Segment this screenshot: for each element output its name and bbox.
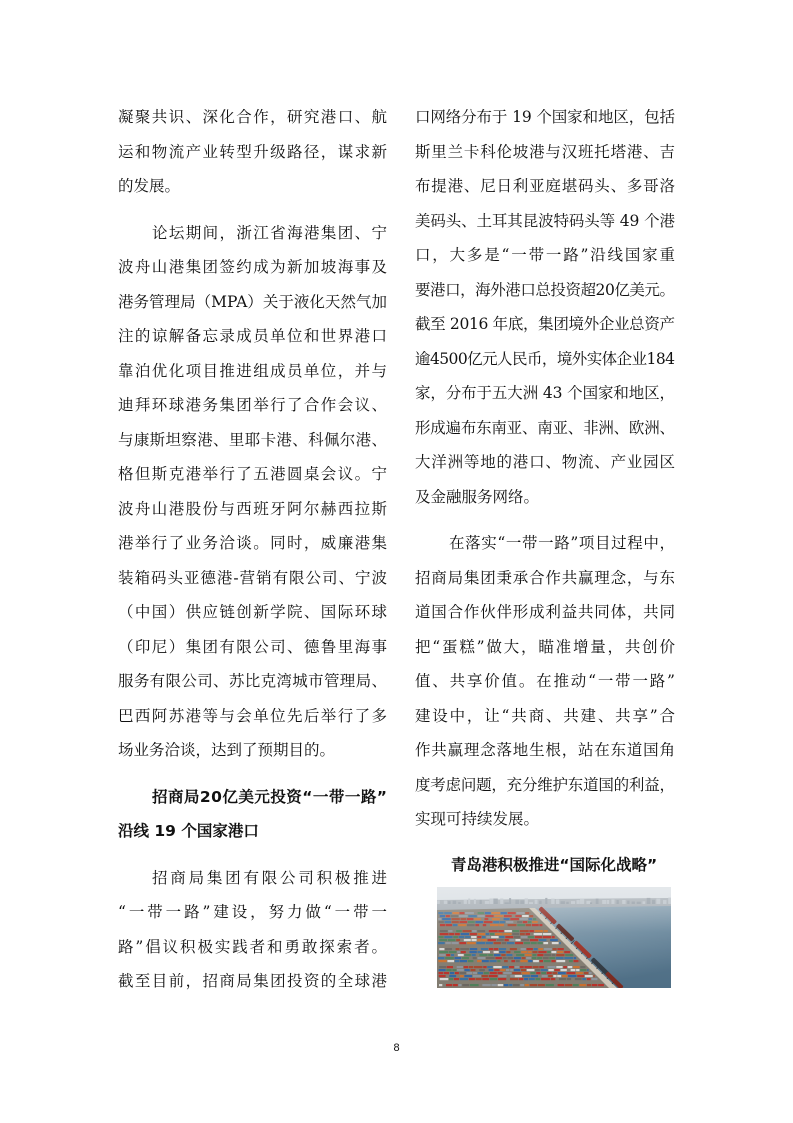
text-line-content: 在落实“一带一路”项目过程中， [449, 534, 676, 552]
text-line [118, 930, 387, 965]
text-line-content: 道国合作伙伴形成利益共同体，共同 [415, 603, 676, 621]
text-line [118, 423, 387, 458]
text-line-content: 及金融服务网络。 [415, 487, 540, 506]
text-line-content: 形成遍布东南亚、南亚、非洲、欧洲、 [415, 418, 675, 437]
text-line-content: 逾4500亿元人民币，境外实体企业184 [415, 349, 675, 368]
text-line [118, 526, 387, 561]
text-line-content: 港务管理局（MPA）关于液化天然气加 [118, 292, 388, 311]
text-line [118, 561, 387, 596]
text-line [118, 780, 387, 815]
text-line-content: （印尼）集团有限公司、德鲁里海事 [118, 637, 389, 656]
text-line [415, 526, 675, 561]
text-line [415, 307, 675, 342]
text-line [415, 169, 675, 204]
text-line-content: 招商局集团有限公司积极推进 [152, 868, 390, 887]
text-line-content: 场业务洽谈，达到了预期目的。 [118, 741, 336, 759]
text-line-content: 大洋洲等地的港口、物流、产业园区 [415, 453, 676, 471]
paragraph-cmport-network [415, 100, 675, 514]
text-line [118, 250, 387, 285]
text-line [415, 630, 675, 665]
text-line [415, 100, 675, 135]
text-line-content: 巴西阿苏港等与会单位先后举行了多 [118, 706, 389, 725]
text-line-content: 波舟山港股份与西班牙阿尔赫西拉斯 [118, 499, 389, 518]
text-line-content: 港举行了业务洽谈。同时，威廉港集 [118, 534, 389, 552]
text-line-content: 与康斯坦察港、里耶卡港、科佩尔港、 [118, 430, 388, 449]
text-line [118, 216, 387, 251]
text-line-content: 服务有限公司、苏比克湾城市管理局、 [118, 672, 388, 690]
text-line [118, 285, 387, 320]
section-heading-cmport [118, 780, 387, 849]
text-line-content: “一带一路”建设，努力做“一带一 [118, 903, 390, 921]
text-line-content: 要港口，海外港口总投资超20亿美元。 [415, 280, 675, 299]
text-line [118, 699, 387, 734]
text-line-content: 值、共享价值。在推动“一带一路” [415, 672, 677, 690]
paragraph-forum [118, 216, 387, 768]
text-line [118, 630, 387, 665]
text-line-content: 实现可持续发展。 [415, 810, 540, 828]
text-line-content: 路”倡议积极实践者和勇敢探索者。 [118, 937, 389, 956]
text-line-content: 招商局20亿美元投资“一带一路” [152, 787, 388, 806]
text-line-content: 凝聚共识、深化合作，研究港口、航 [118, 108, 389, 126]
text-line-content: 作共赢理念落地生根，站在东道国角 [415, 741, 676, 759]
text-line [118, 733, 387, 768]
text-line-content: 口网络分布于 19 个国家和地区，包括 [415, 108, 675, 126]
text-line-content: 把“蛋糕”做大，瞄准增量，共创价 [415, 637, 677, 656]
right-column [415, 100, 675, 837]
text-line [415, 480, 675, 515]
text-line-content: 家，分布于五大洲 43 个国家和地区， [415, 384, 675, 402]
text-line [118, 895, 390, 930]
text-line [415, 664, 675, 699]
text-line [118, 595, 387, 630]
text-line [415, 135, 675, 170]
text-line [118, 492, 387, 527]
paragraph-continued [118, 100, 387, 204]
text-line [118, 319, 387, 354]
text-line [415, 411, 675, 446]
text-line [415, 699, 675, 734]
text-line [118, 861, 390, 896]
text-line [415, 595, 675, 630]
text-line-content: 斯里兰卡科伦坡港与汉班托塔港、吉 [415, 142, 676, 161]
section-heading-qingdao: 青岛港积极推进“国际化战略” [450, 856, 658, 874]
text-line-content: 装箱码头亚德港-营销有限公司、宁波 [118, 568, 388, 587]
text-line-content: 迪拜环球港务集团举行了合作会议、 [118, 396, 389, 414]
text-line-content: （中国）供应链创新学院、国际环球 [118, 603, 389, 621]
text-line [415, 273, 675, 308]
paragraph-cmport-cooperation [415, 526, 675, 837]
text-line-content: 口，大多是“一带一路”沿线国家重 [415, 246, 677, 264]
text-line [415, 342, 675, 377]
text-line-content: 格但斯克港举行了五港圆桌会议。宁 [118, 465, 389, 483]
text-line [415, 376, 675, 411]
text-line-content: 的发展。 [118, 177, 181, 195]
haze [437, 887, 671, 988]
left-column [118, 100, 390, 999]
text-line [415, 238, 675, 273]
text-line [118, 388, 387, 423]
text-line [118, 457, 387, 492]
paragraph-cmport-intro [118, 861, 390, 999]
text-line [118, 814, 387, 849]
text-line-content: 运和物流产业转型升级路径，谋求新 [118, 142, 389, 161]
text-line [118, 169, 387, 204]
text-line [118, 100, 387, 135]
text-line-content: 招商局集团秉承合作共赢理念，与东 [415, 568, 676, 587]
text-line [118, 664, 387, 699]
text-line-content: 注的谅解备忘录成员单位和世界港口 [118, 327, 389, 345]
page-number: 8 [393, 1042, 400, 1054]
port-aerial-photo [437, 887, 671, 988]
text-line-content: 论坛期间，浙江省海港集团、宁 [152, 223, 389, 242]
text-line [415, 204, 675, 239]
text-line-content: 布提港、尼日利亚庭堪码头、多哥洛 [415, 177, 676, 195]
text-line [415, 733, 675, 768]
text-line [415, 802, 675, 837]
text-line [415, 561, 675, 596]
text-line-content: 美码头、土耳其昆波特码头等 49 个港 [415, 211, 675, 230]
text-line-content: 波舟山港集团签约成为新加坡海事及 [118, 258, 389, 276]
text-line [118, 135, 387, 170]
text-line [118, 964, 387, 999]
text-line [415, 768, 675, 803]
text-line [415, 445, 675, 480]
text-line [118, 354, 387, 389]
text-line-content: 度考虑问题，充分维护东道国的利益， [415, 775, 675, 794]
text-line-content: 沿线 19 个国家港口 [118, 822, 259, 840]
text-line-content: 靠泊优化项目推进组成员单位，并与 [118, 361, 389, 380]
text-line-content: 截至目前，招商局集团投资的全球港 [118, 972, 389, 990]
text-line-content: 截至 2016 年底，集团境外企业总资产 [415, 315, 675, 333]
text-line-content: 建设中，让“共商、共建、共享”合 [415, 706, 677, 725]
